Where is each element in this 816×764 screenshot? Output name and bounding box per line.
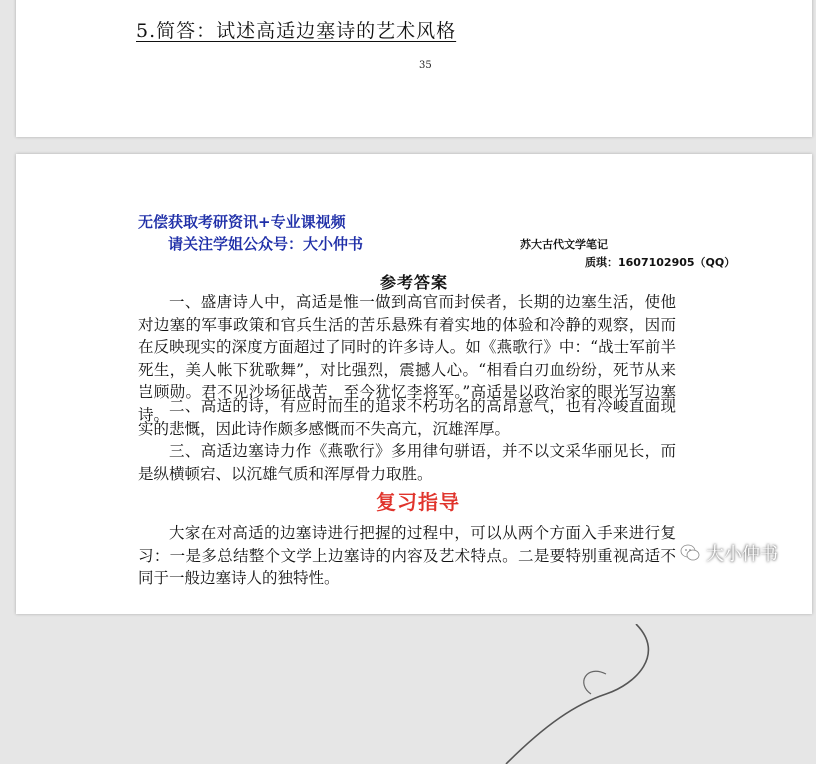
promo-line-2: 请关注学姐公众号：大小仲书 — [168, 235, 364, 253]
answer-paragraph: 一、盛唐诗人中，高适是惟一做到高官而封侯者，长期的边塞生活，使他对边塞的军事政策和官兵生活的苦乐悬殊有着实地的体验和冷静的观察，因而在反映现实的深度方面超过了同时的许多诗人。如《燕歌行》中：“战士军前半死生，美人帐下犹歌舞”，对比强烈，震撼人心。“相看白刃血纷纷，死节从来岂顾勋。君不见沙场征战苦，至今犹忆李将军。”高适是以政治家的眼光写边塞诗。 — [138, 293, 676, 424]
answer-heading: 参考答案 — [380, 273, 449, 292]
contact-info: 质琪：1607102905（QQ） — [585, 256, 736, 269]
notes-title: 苏大古代文学笔记 — [520, 238, 608, 251]
answer-paragraph: 二、高适的诗，有应时而生的追求不朽功名的高昂意气，也有冷峻直面现实的悲慨，因此诗作颇多感慨而不失高亢，沉雄浑厚。 — [138, 397, 676, 438]
review-paragraph: 大家在对高适的边塞诗进行把握的过程中，可以从两个方面入手来进行复习：一是多总结整个文学上边塞诗的内容及艺术特点。二是要特别重视高适不同于一般边塞诗人的独特性。 — [138, 524, 676, 587]
handwritten-mark — [486, 624, 686, 764]
previous-page — [16, 0, 812, 137]
overlay-label: 大小仲书 — [706, 544, 778, 565]
question-title: 5.简答：试述高适边塞诗的艺术风格 — [136, 20, 457, 42]
wechat-watermark — [680, 540, 778, 566]
wechat-icon — [680, 543, 700, 563]
answer-paragraph: 三、高适边塞诗力作《燕歌行》多用律句骈语，并不以文采华丽见长，而是纵横顿宕、以沉雄气质和浑厚骨力取胜。 — [138, 442, 676, 483]
review-heading: 复习指导 — [376, 490, 460, 514]
page-number: 35 — [419, 60, 432, 71]
promo-line-1: 无偿获取考研资讯+专业课视频 — [138, 213, 346, 231]
